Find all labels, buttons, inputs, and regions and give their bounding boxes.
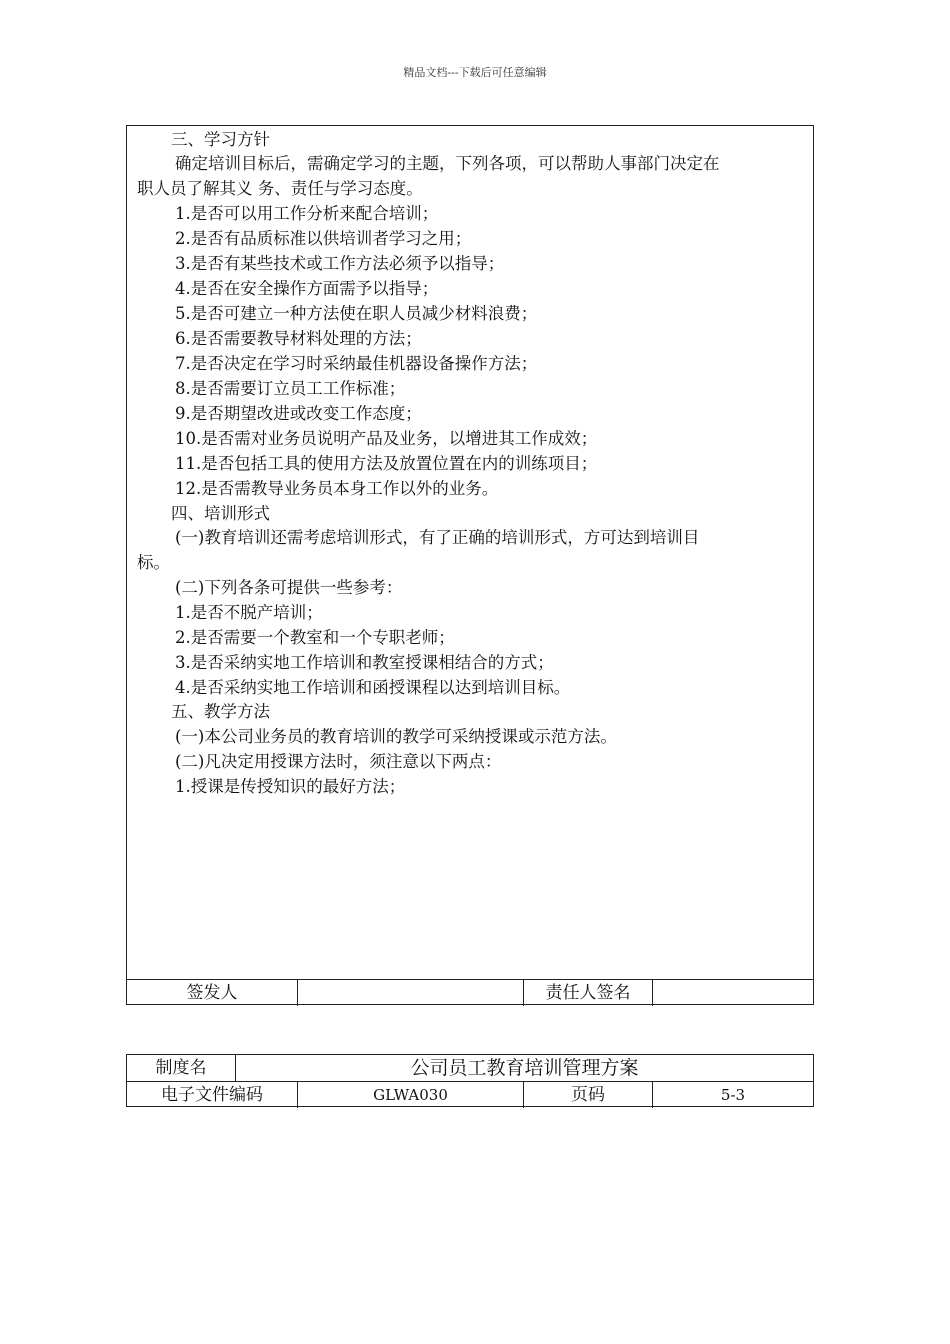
paragraph-line: 标。: [137, 553, 170, 572]
info-row-system-name: [127, 1055, 813, 1081]
list-item: 7.是否决定在学习时采纳最佳机器设备操作方法；: [175, 354, 538, 373]
content-box: [126, 125, 814, 1005]
section-heading-5: 五、教学方法: [171, 702, 270, 721]
page-value: 5-3: [720, 1086, 746, 1104]
file-code-label: 电子文件编码: [161, 1085, 263, 1105]
signature-row: [127, 979, 813, 1006]
system-name-label: 制度名: [155, 1058, 207, 1078]
list-item: 1.是否可以用工作分析来配合培训；: [175, 204, 439, 223]
paragraph-line: 确定培训目标后，需确定学习的主题，下列各项，可以帮助人事部门决定在: [175, 154, 720, 173]
page-header: 精品文档---下载后可任意编辑: [403, 66, 547, 79]
document-info-table: [126, 1054, 814, 1107]
issuer-label: 签发人: [186, 983, 238, 1003]
system-name-value: 公司员工教育培训管理方案: [410, 1057, 639, 1079]
list-item: 5.是否可建立一种方法使在职人员减少材料浪费；: [175, 304, 538, 323]
body-text: [127, 126, 813, 979]
list-item: 1.授课是传授知识的最好方法；: [175, 777, 406, 796]
list-item: 4.是否采纳实地工作培训和函授课程以达到培训目标。: [175, 678, 571, 697]
page-label: 页码: [571, 1085, 605, 1105]
info-row-file-code: [127, 1082, 813, 1108]
paragraph-line: (一)教育培训还需考虑培训形式，有了正确的培训形式，方可达到培训目: [175, 528, 700, 547]
list-item: 2.是否需要一个教室和一个专职老师；: [175, 628, 455, 647]
paragraph-line: 职人员了解其义 务、责任与学习态度。: [137, 179, 423, 198]
issuer-field[interactable]: [298, 980, 523, 1006]
section-heading-4: 四、培训形式: [171, 504, 270, 523]
paragraph-line: (二)凡决定用授课方法时，须注意以下两点：: [175, 752, 502, 771]
section-heading-3: 三、学习方针: [171, 130, 270, 149]
responsible-signature-field[interactable]: [653, 980, 813, 1006]
file-code-value: GLWA030: [373, 1086, 448, 1104]
list-item: 12.是否需教导业务员本身工作以外的业务。: [175, 479, 499, 498]
list-item: 3.是否采纳实地工作培训和教室授课相结合的方式；: [175, 653, 554, 672]
list-item: 4.是否在安全操作方面需予以指导；: [175, 279, 439, 298]
list-item: 3.是否有某些技术或工作方法必须予以指导；: [175, 254, 505, 273]
list-item: 6.是否需要教导材料处理的方法；: [175, 329, 422, 348]
responsible-signature-label: 责任人签名: [545, 983, 631, 1003]
paragraph-line: (二)下列各条可提供一些参考：: [175, 578, 403, 597]
list-item: 10.是否需对业务员说明产品及业务，以增进其工作成效；: [175, 429, 598, 448]
paragraph-line: (一)本公司业务员的教育培训的教学可采纳授课或示范方法。: [175, 727, 617, 746]
list-item: 8.是否需要订立员工工作标准；: [175, 379, 406, 398]
list-item: 1.是否不脱产培训；: [175, 603, 323, 622]
list-item: 11.是否包括工具的使用方法及放置位置在内的训练项目；: [175, 454, 598, 473]
list-item: 2.是否有品质标准以供培训者学习之用；: [175, 229, 472, 248]
list-item: 9.是否期望改进或改变工作态度；: [175, 404, 422, 423]
